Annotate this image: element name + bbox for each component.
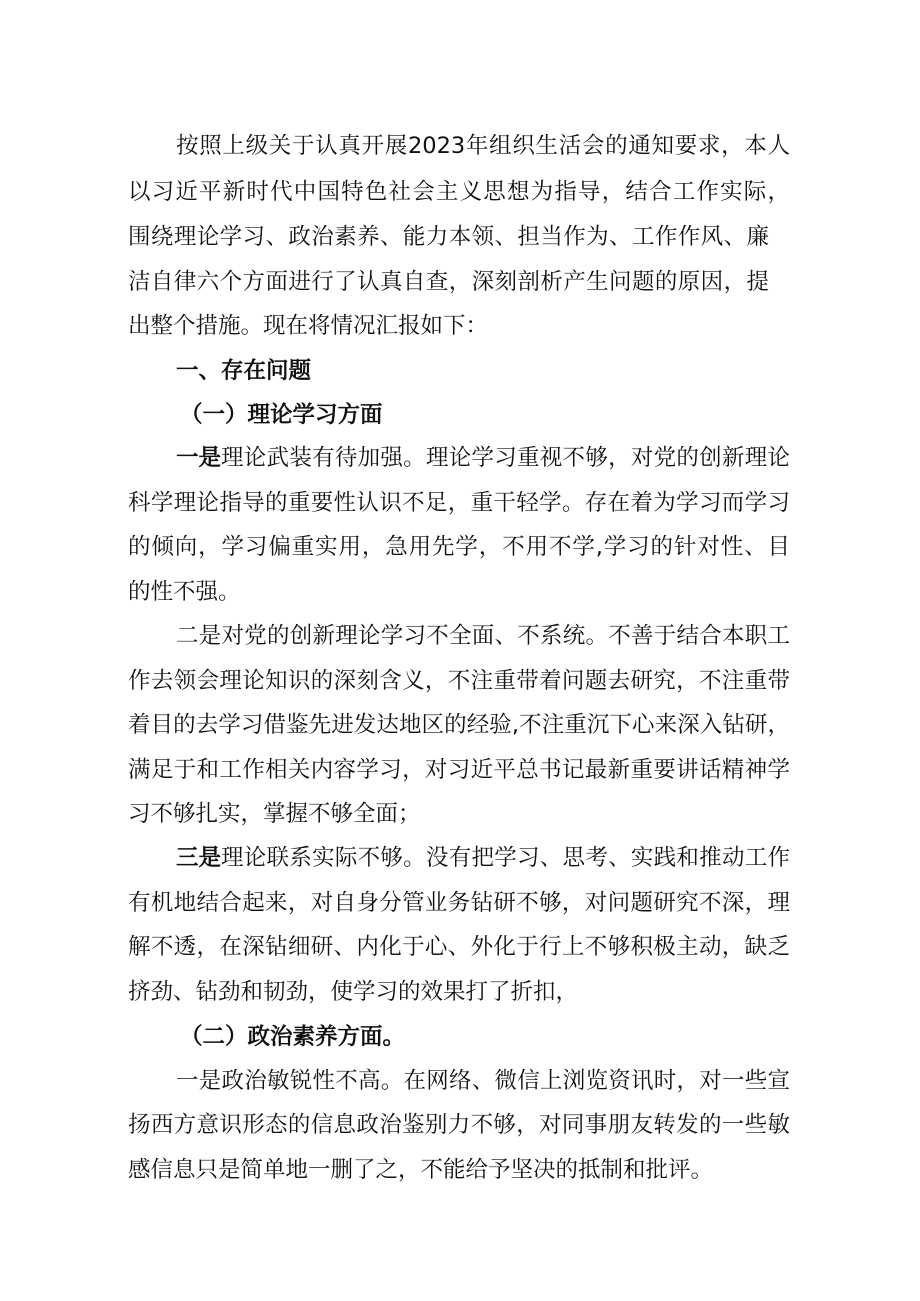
intro-line-2: 以习近平新时代中国特色社会主义思想为指导，结合工作实际， <box>128 179 790 205</box>
item2-line-3: 着目的去学习借鉴先进发达地区的经验,不注重沉下心来深入钻研， <box>128 712 790 738</box>
item2-line-2: 作去领会理论知识的深刻含义，不注重带着问题去研究，不注重带 <box>128 668 790 694</box>
item1-line-2: 科学理论指导的重要性认识不足，重干轻学。存在着为学习而学习 <box>128 490 790 516</box>
item2-line-5: 习不够扎实，掌握不够全面； <box>128 801 421 827</box>
subsection-heading-theory: （一）理论学习方面 <box>180 402 383 428</box>
item3-lead: 三是 <box>176 845 222 871</box>
politics-item1-line-2: 扬西方意识形态的信息政治鉴别力不够，对同事朋友转发的一些敏 <box>128 1112 790 1138</box>
item1-line-3: 的倾向，学习偏重实用，急用先学，不用不学,学习的针对性、目 <box>128 534 790 560</box>
politics-item1-line-1: 一是政治敏锐性不高。在网络、微信上浏览资讯时，对一些宣 <box>176 1068 790 1094</box>
item1-line-4: 的性不强。 <box>128 579 241 605</box>
item3-line-3: 解不透，在深钻细研、内化于心、外化于行上不够积极主动，缺乏 <box>128 934 790 960</box>
item2-line-4: 满足于和工作相关内容学习，对习近平总书记最新重要讲话精神学 <box>128 757 790 783</box>
section-heading-problems: 一、存在问题 <box>176 358 312 384</box>
item3-line-2: 有机地结合起来，对自身分管业务钻研不够，对问题研究不深，理 <box>128 890 790 916</box>
item3-line-1-text: 理论联系实际不够。没有把学习、思考、实践和推动工作 <box>221 845 790 871</box>
item3-line-4: 挤劲、钻劲和韧劲，使学习的效果打了折扣， <box>128 979 579 1005</box>
subsection-heading-politics: （二）政治素养方面。 <box>180 1024 406 1050</box>
item1-line-1-text: 理论武装有待加强。理论学习重视不够，对党的创新理论 <box>221 445 790 471</box>
intro-line-3: 围绕理论学习、政治素养、能力本领、担当作为、工作作风、廉 <box>128 224 769 250</box>
intro-line-5: 出整个措施。现在将情况汇报如下： <box>128 313 489 339</box>
intro-line-1: 按照上级关于认真开展2023年组织生活会的通知要求，本人 <box>176 133 790 159</box>
item2-line-1: 二是对党的创新理论学习不全面、不系统。不善于结合本职工 <box>176 623 790 649</box>
item3-line-1 <box>176 843 790 873</box>
item1-line-1 <box>176 443 790 473</box>
politics-item1-line-3: 感信息只是简单地一删了之，不能给予坚决的抵制和批评。 <box>128 1157 714 1183</box>
item1-lead: 一是 <box>176 445 222 471</box>
intro-line-4: 洁自律六个方面进行了认真自查，深刻剖析产生问题的原因，提 <box>128 269 769 295</box>
